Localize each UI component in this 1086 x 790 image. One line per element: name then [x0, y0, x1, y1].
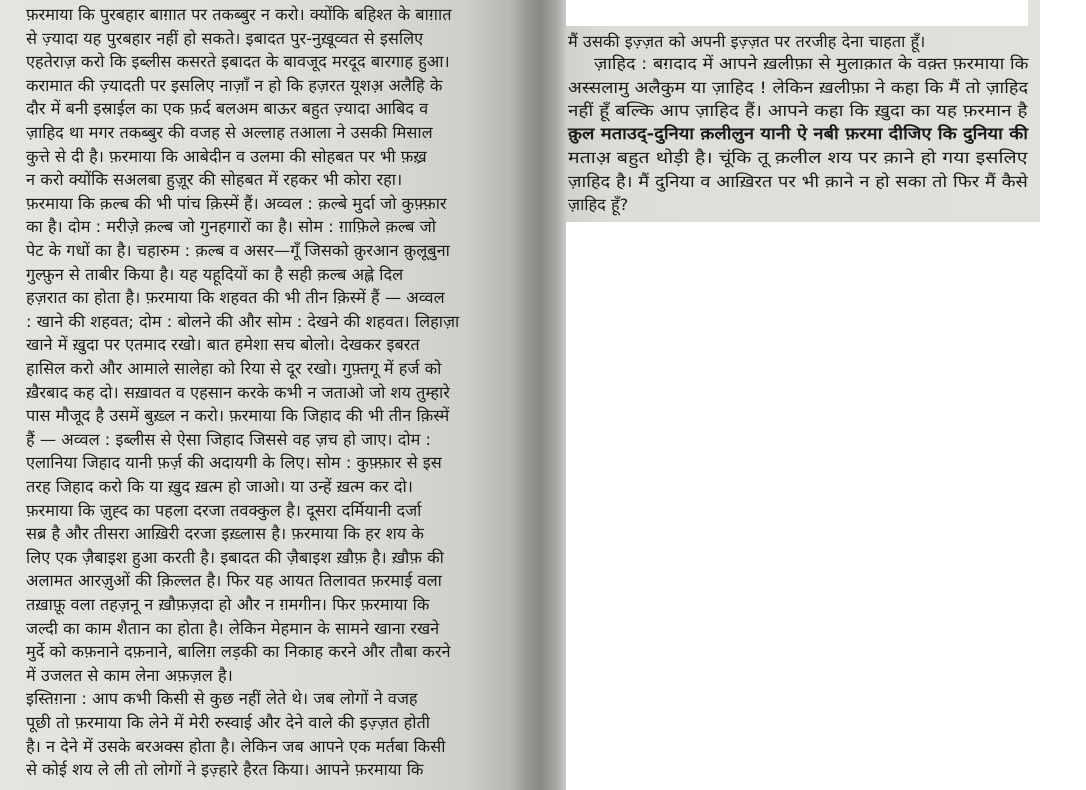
- left-page-line: हासिल करो और आमाले सालेहा को रिया से दूर रखो। गुफ़्तगू में हर्ज को: [26, 359, 442, 378]
- left-page-line: लिए एक ज़ैबाइश हुआ करती है। इबादत की ज़ैबाइश ख़ौफ़ है। ख़ौफ़ की: [26, 547, 444, 567]
- book-gutter: [508, 0, 568, 790]
- left-page-line: कुत्ते से दी है। फ़रमाया कि आबेदीन व उलमा की सोहबत पर भी फ़ख़्र: [26, 146, 427, 166]
- left-page-line: एहतेराज़ करो कि इब्लीस कसरते इबादत के बावजूद मरदूद बारगाह हुआ।: [26, 52, 450, 72]
- right-page-line: ज़ाहिद हूँ?: [568, 195, 629, 214]
- left-page-line: ज़ाहिद था मगर तकब्बुर की वजह से अल्लाह तआला ने उसकी मिसाल: [26, 123, 433, 142]
- left-page-line: ख़ैरबाद कह दो। सख़ावत व एहसान करके कभी न जताओ जो शय तुम्हारे: [26, 382, 450, 402]
- right-page-line: मताअ़ बहुत थोड़ी है। चूंकि तू क़लील शय पर क़ाने हो गया इसलिए: [568, 148, 1028, 167]
- right-page-line: ज़ाहिद : बग़दाद में आपने ख़लीफ़ा से मुलाक़ात के वक़्त फ़रमाया कि: [594, 54, 1029, 73]
- left-page-line: न करो क्योंकि सअलबा हुज़ूर की सोहबत में रहकर भी कोरा रहा।: [26, 170, 403, 190]
- left-page-line: हैं — अव्वल : इब्लीस से ऐसा जिहाद जिससे वह ज़च हो जाए। दोम :: [26, 429, 431, 449]
- left-page-line: तरह जिहाद करो कि या ख़ुद ख़त्म हो जाओ। या उन्हें ख़त्म कर दो।: [26, 477, 413, 496]
- left-page-line: फ़रमाया कि पुरबहार बाग़ात पर तकब्बुर न करो। क्योंकि बहिश्त के बाग़ात: [26, 5, 452, 24]
- right-page-line: अस्सलामु अलैकुम या ज़ाहिद ! लेकिन ख़लीफ़ा ने कहा कि मैं तो ज़ाहिद: [568, 78, 1029, 97]
- left-page-line: से कोई शय ले ली तो लोगों ने इज़्हारे हैरत किया। आपने फ़रमाया कि: [26, 760, 424, 780]
- left-page-line: फ़रमाया कि क़ल्ब की भी पांच क़िस्में हैं। अव्वल : क़ल्बे मुर्दा जो कुफ़्फ़ार: [26, 193, 447, 213]
- right-page-top-blank: [566, 0, 1028, 26]
- right-page-blank-area: [566, 222, 1054, 790]
- left-page-line: : खाने की शहवत; दोम : बोलने की और सोम : देखने की शहवत। लिहाज़ा: [26, 311, 460, 331]
- left-page-line: दौर में बनी इस्राईल का एक फ़र्द बलअम बाऊर बहुत ज़्यादा आबिद व: [26, 99, 429, 119]
- right-page-line: ज़ाहिद है। मैं दुनिया व आख़िरत पर भी क़ाने न हो सका तो फिर मैं कैसे: [568, 172, 1028, 191]
- left-page: [0, 0, 508, 790]
- left-page-line: सब्र है और तीसरा आख़िरी दरजा इख़्लास है। फ़रमाया कि हर शय के: [26, 524, 424, 544]
- right-page-line: मैं उसकी इज़्ज़त को अपनी इज़्ज़त पर तरजीह देना चाहता हूँ।: [568, 32, 926, 51]
- left-page-line: खाने में ख़ुदा पर एतमाद रखो। बात हमेशा सच बोलो। देखकर इबरत: [26, 335, 420, 355]
- left-page-line: का है। दोम : मरीज़े क़ल्ब जो गुनहगारों का है। सोम : ग़ाफ़िले क़ल्ब जो: [26, 217, 436, 237]
- left-page-line: में उजलत से काम लेना अफ़ज़ल है।: [26, 665, 233, 685]
- left-page-line: एलानिया जिहाद यानी फ़र्ज़ की अदायगी के लिए। सोम : कुफ़्फ़ार से इस: [26, 453, 442, 473]
- left-page-line: पूछी तो फ़रमाया कि लेने में मेरी रुस्वाई और देने वाले की इज़्ज़त होती: [26, 713, 431, 732]
- left-page-line: गुल्फ़ुन से ताबीर किया है। यह यहूदियों का है सही क़ल्ब अह्ले दिल: [26, 264, 404, 284]
- left-page-line: से ज़्यादा यह पुरबहार नहीं हो सकते। इबादत पुर-नुख़ूव्वत से इसलिए: [26, 28, 424, 48]
- right-page-line: नहीं हूँ बल्कि आप ज़ाहिद हैं। आपने कहा कि ख़ुदा का यह फ़रमान है: [568, 101, 1028, 120]
- left-page-line: पेट के गधों का है। चहारुम : क़ल्ब व असर—गूँ जिसको क़ुरआन क़ुलूबुना: [26, 241, 450, 260]
- left-page-line: पास मौजूद है उसमें बुख़्ल न करो। फ़रमाया कि जिहाद की भी तीन क़िस्में: [26, 406, 450, 426]
- left-page-line: है। न देने में उसके बरअक्स होता है। लेकिन जब आपने एक मर्तबा किसी: [26, 736, 446, 756]
- left-page-line: इस्तिग़ना : आप कभी किसी से कुछ नहीं लेते थे। जब लोगों ने वजह: [26, 689, 418, 709]
- right-page: [566, 0, 1040, 222]
- left-page-line: फ़रमाया कि ज़ुह्द का पहला दरजा तवक्कुल है। दूसरा दर्मियानी दर्जा: [26, 500, 422, 520]
- left-page-line: हज़रात का होता है। फ़रमाया कि शहवत की भी तीन क़िस्में हैं — अव्वल: [26, 288, 445, 308]
- left-page-line: मुर्दे को कफ़नाने दफ़नाने, बालिग़ लड़की का निकाह करने और तौबा करने: [26, 642, 451, 662]
- right-page-line: क़ुल मताउद्-दुनिया क़लीलुन यानी ऐ नबी फ़रमा दीजिए कि दुनिया की: [568, 124, 1028, 143]
- left-page-line: जल्दी का काम शैतान का होता है। लेकिन मेहमान के सामने खाना रखने: [26, 618, 440, 638]
- left-page-line: तख़ाफ़ू वला तहज़नू न ख़ौफ़ज़दा हो और न ग़मगीन। फिर फ़रमाया कि: [26, 595, 430, 614]
- left-page-line: अलामत आरज़ुओं की क़िल्लत है। फिर यह आयत तिलावत फ़रमाई वला: [26, 571, 442, 591]
- left-page-line: करामात की ज़्यादती पर इसलिए नाज़ाँ न हो कि हज़रत यूशअ़ अलैहि के: [26, 75, 443, 95]
